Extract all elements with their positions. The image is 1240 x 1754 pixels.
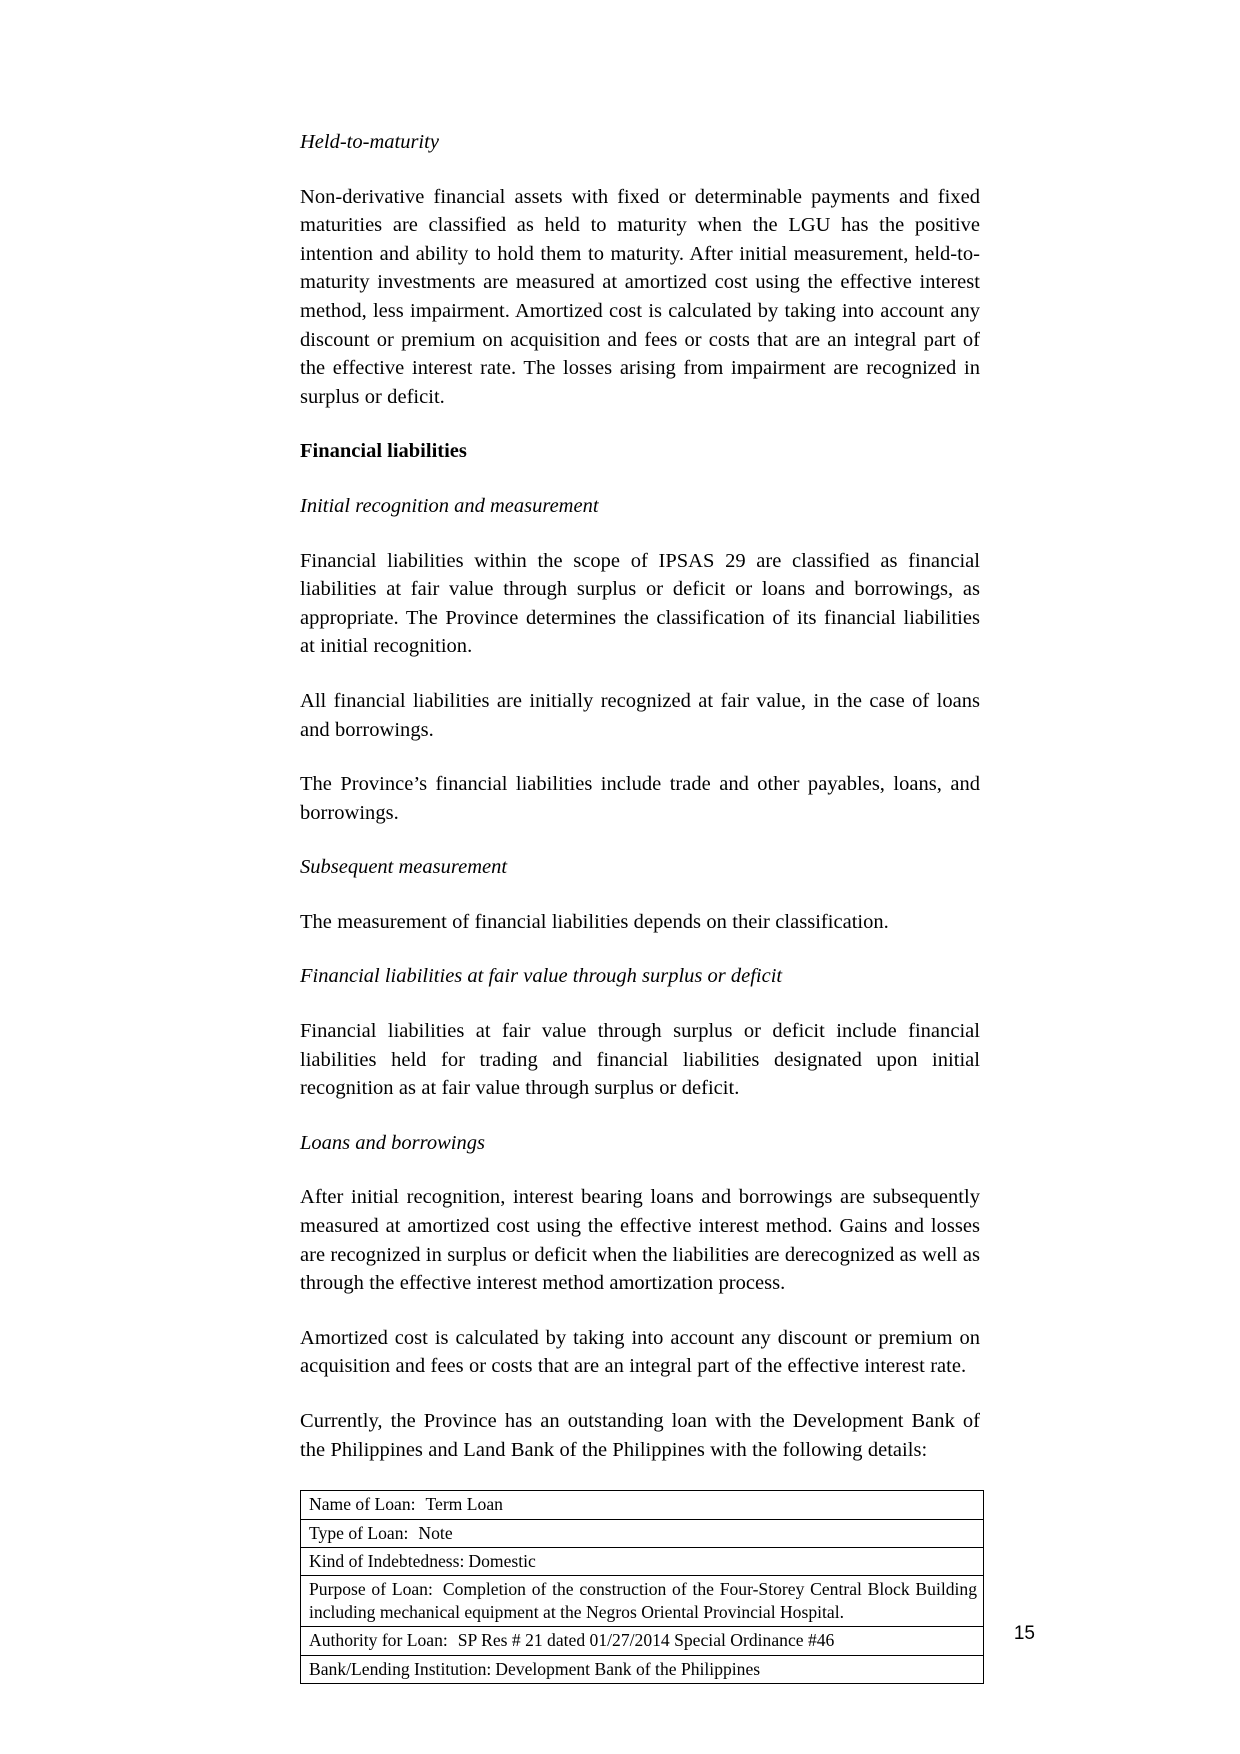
loan-details-table bbox=[300, 1490, 984, 1684]
loan-row-type-of-loan bbox=[301, 1519, 984, 1547]
loan-row-bank-lending-institution bbox=[301, 1655, 984, 1683]
loan-row-value: Term Loan bbox=[425, 1494, 503, 1515]
fair-value-surplus-deficit-paragraph: Financial liabilities at fair value through surplus or deficit include financial liabilities held for trading and financial liabilities designated upon initial recognition as at fair value through surplus or deficit. bbox=[300, 1020, 980, 1100]
loan-row-label: Bank/Lending Institution: bbox=[309, 1658, 492, 1679]
held-to-maturity-heading: Held-to-maturity bbox=[300, 131, 439, 153]
table-row bbox=[301, 1627, 984, 1655]
subsequent-measurement-heading: Subsequent measurement bbox=[300, 856, 508, 879]
loan-row-value: Completion of the construction of the Four-Storey Central Block Building including mechanical equipment at the Negros Oriental Provincial Hospital. bbox=[309, 1579, 977, 1622]
loan-row-label: Purpose of Loan: bbox=[309, 1579, 433, 1600]
loan-row-value: Domestic bbox=[468, 1551, 536, 1571]
initial-fair-value-paragraph: All financial liabilities are initially recognized at fair value, in the case of loans and borrowings. bbox=[300, 689, 980, 741]
initial-recognition-heading: Initial recognition and measurement bbox=[300, 494, 599, 517]
table-row bbox=[301, 1491, 984, 1519]
loan-row-label: Type of Loan: bbox=[309, 1522, 409, 1543]
loan-row-value: Note bbox=[418, 1522, 453, 1543]
loan-details-table-body bbox=[301, 1491, 984, 1684]
loans-and-borrowings-paragraph: After initial recognition, interest bearing loans and borrowings are subsequently measured at amortized cost using the effective interest method. Gains and losses are recognized in surplus or deficit when the liabilities are derecognized as well as through the effective interest method amortization process. bbox=[300, 1186, 980, 1295]
table-row bbox=[301, 1655, 984, 1683]
table-row bbox=[301, 1548, 984, 1576]
loan-row-label: Name of Loan: bbox=[309, 1494, 416, 1515]
outstanding-loan-paragraph: Currently, the Province has an outstanding loan with the Development Bank of the Philippines and Land Bank of the Philippines with the following details: bbox=[300, 1410, 980, 1461]
table-row bbox=[301, 1519, 984, 1547]
loans-and-borrowings-heading: Loans and borrowings bbox=[300, 1131, 485, 1154]
loan-row-label: Kind of Indebtedness: bbox=[309, 1551, 465, 1571]
initial-recognition-paragraph: Financial liabilities within the scope of IPSAS 29 are classified as financial liabilities at fair value through surplus or deficit or loans and borrowings, as appropriate. The Province determines the classification of its financial liabilities at initial recognition. bbox=[300, 549, 980, 658]
financial-liabilities-heading: Financial liabilities bbox=[300, 440, 467, 463]
held-to-maturity-paragraph: Non-derivative financial assets with fixed or determinable payments and fixed maturities are classified as held to maturity when the LGU has the positive intention and ability to hold them to maturity. After initial measurement, held-to-maturity investments are measured at amortized cost using the effective interest method, less impairment. Amortized cost is calculated by taking into account any discount or premium on acquisition and fees or costs that are an integral part of the effective interest rate. The losses arising from impairment are recognized in surplus or deficit. bbox=[300, 185, 980, 408]
fair-value-surplus-deficit-heading: Financial liabilities at fair value through surplus or deficit bbox=[300, 965, 783, 988]
loan-row-value: SP Res # 21 dated 01/27/2014 Special Ordinance #46 bbox=[457, 1630, 835, 1651]
loan-row-authority-for-loan bbox=[301, 1627, 984, 1655]
loan-row-label: Authority for Loan: bbox=[309, 1630, 448, 1651]
loan-row-purpose-of-loan bbox=[301, 1576, 984, 1627]
loan-row-kind-of-indebtedness bbox=[301, 1548, 984, 1576]
province-liabilities-paragraph: The Province’s financial liabilities include trade and other payables, loans, and borrowings. bbox=[300, 773, 980, 824]
page-number: 15 bbox=[1013, 1623, 1035, 1644]
page-content bbox=[300, 128, 980, 1684]
loan-row-name-of-loan bbox=[301, 1491, 984, 1519]
table-row bbox=[301, 1576, 984, 1627]
loan-row-value: Development Bank of the Philippines bbox=[495, 1658, 761, 1679]
amortized-cost-paragraph: Amortized cost is calculated by taking into account any discount or premium on acquisition and fees or costs that are an integral part of the effective interest rate. bbox=[300, 1326, 980, 1378]
subsequent-measurement-paragraph: The measurement of financial liabilities depends on their classification. bbox=[300, 910, 889, 933]
